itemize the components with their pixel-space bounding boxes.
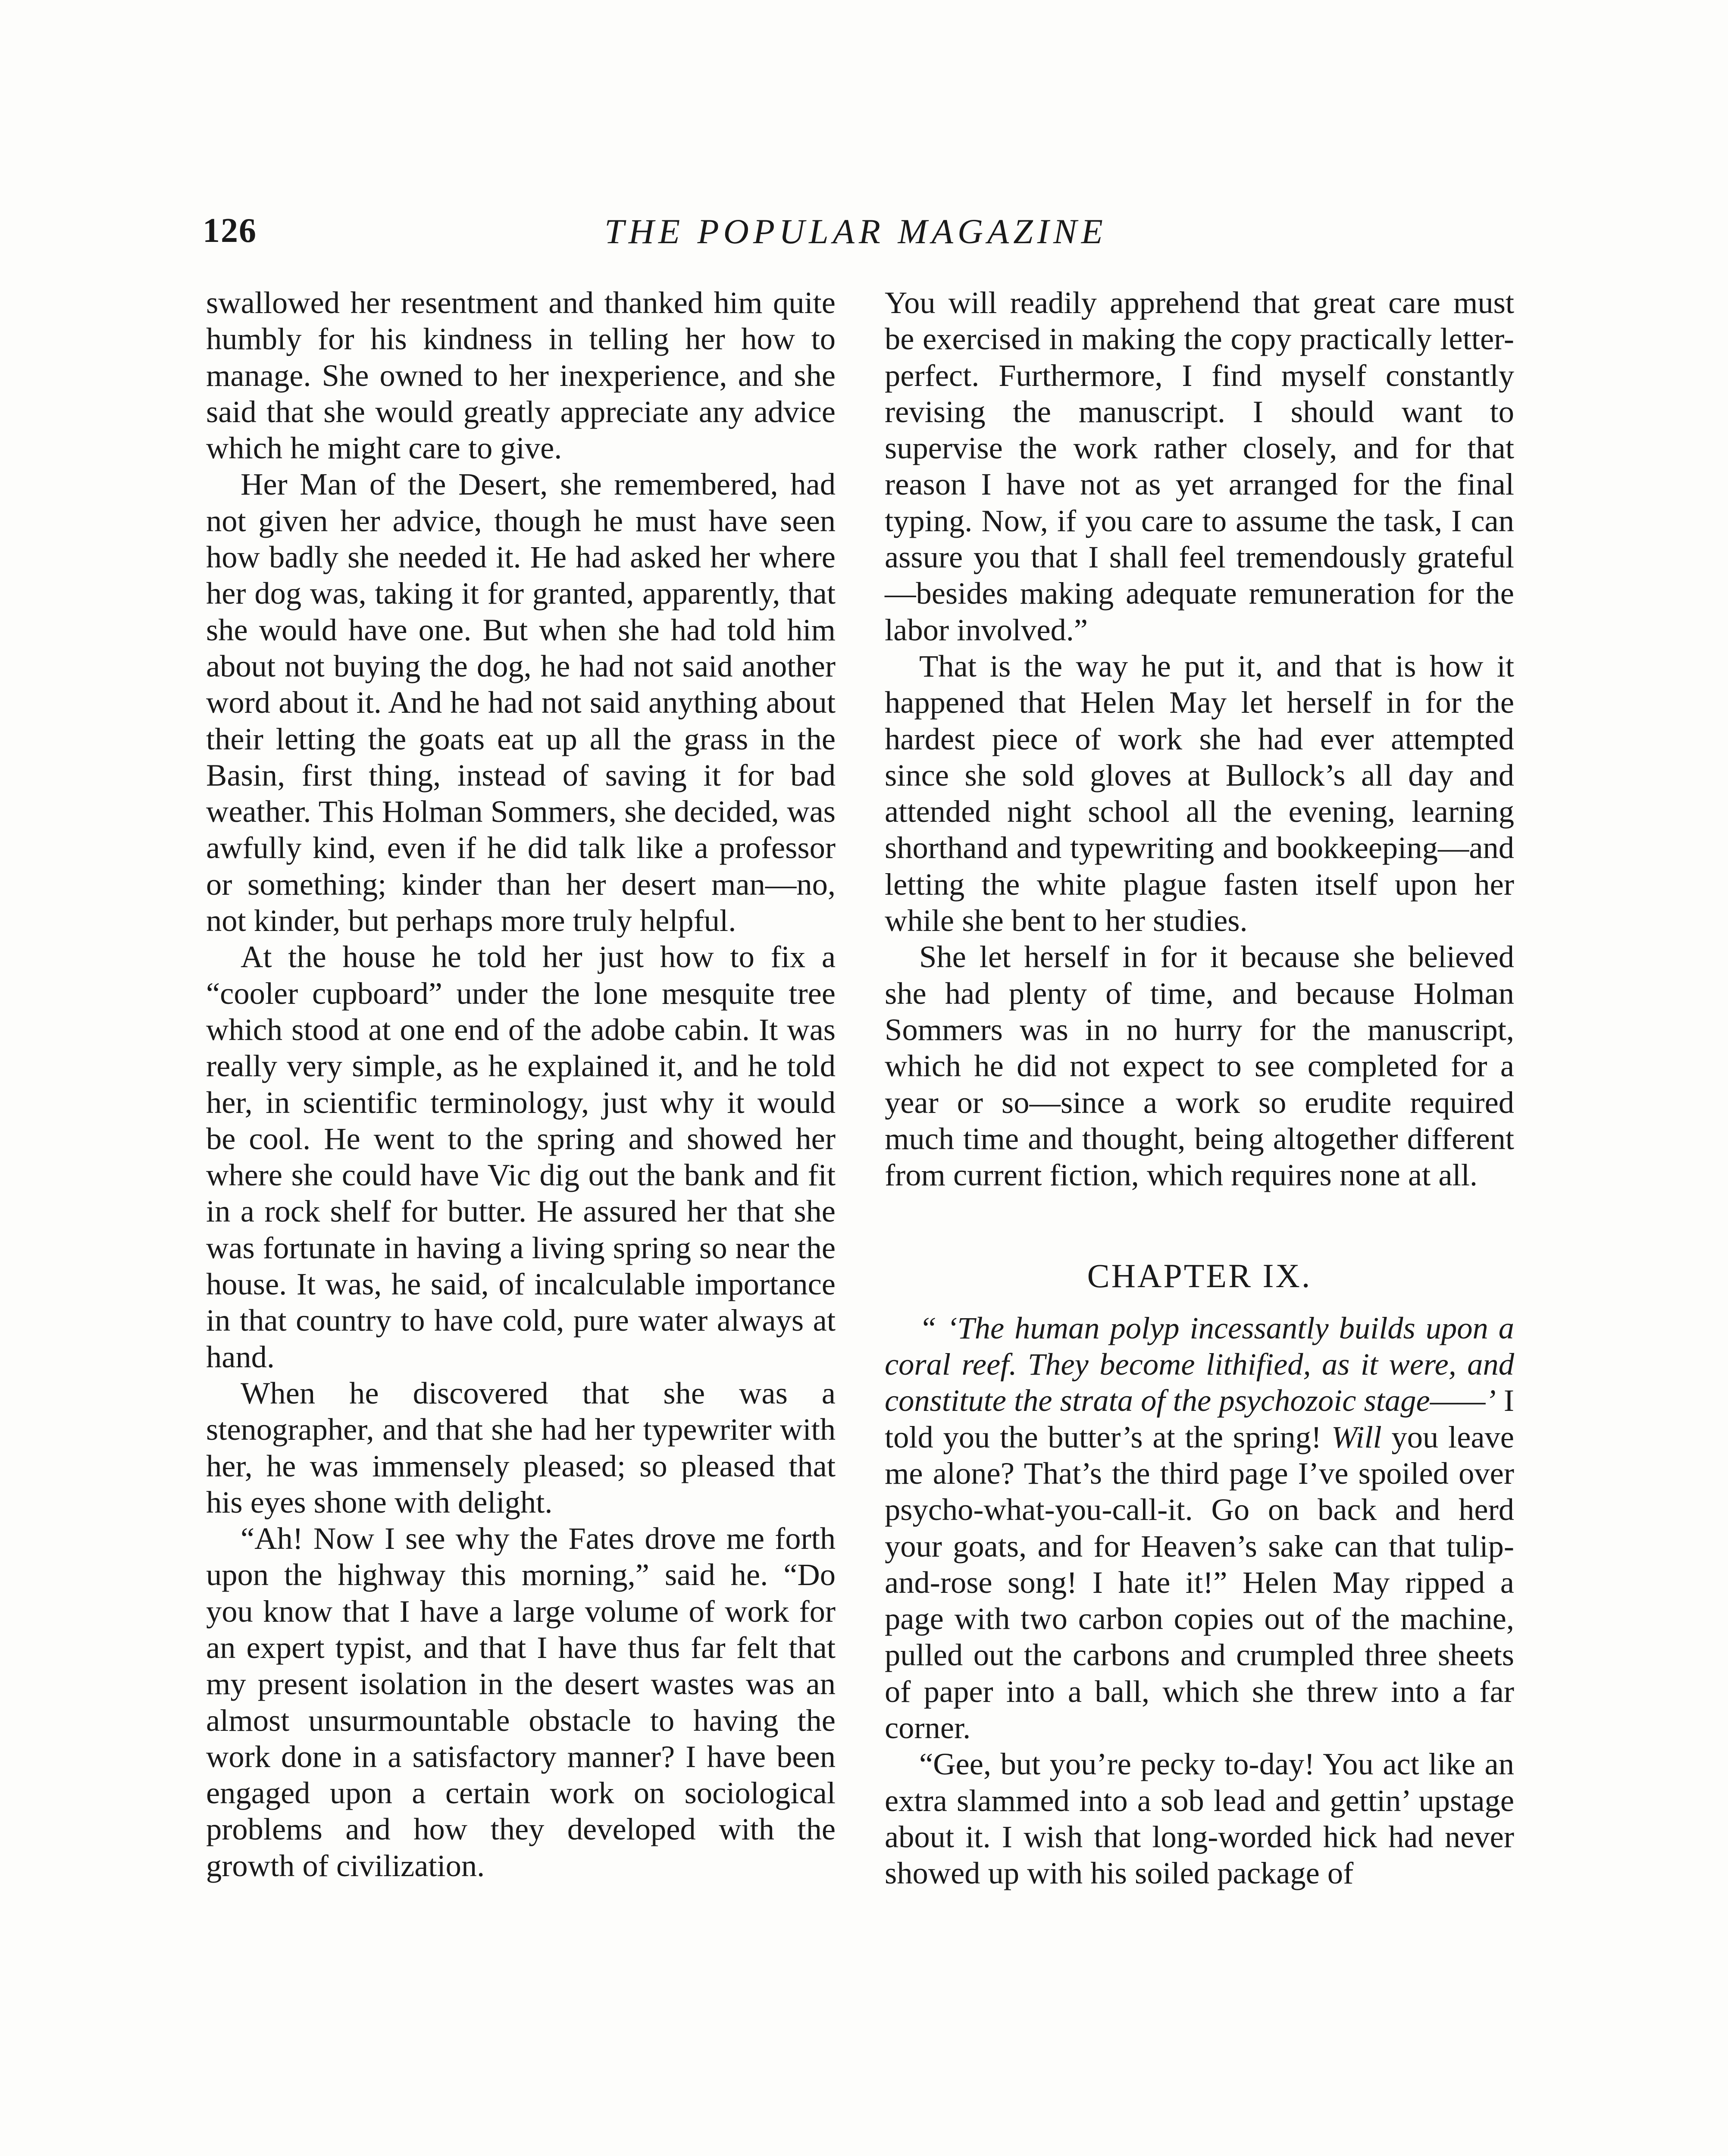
chapter-heading: CHAPTER IX. <box>1087 1257 1312 1295</box>
chapter-quote-italic: “ ‘The human polyp incessantly builds upon a coral reef. They become lithified, as it were, and constitute the strata of the psychozoic stage——’ <box>885 1310 1514 1418</box>
paragraph: You will readily apprehend that great care must be exercised in making the copy practically letter-perfect. Furthermore, I find myself constantly revising the manuscript. I should want to supervise the work rather closely, and for that reason I have not as yet arranged for the final typing. Now, if you care to assume the task, I can assure you that I shall feel tremendously grateful—besides making adequate remuneration for the labor involved.” <box>885 285 1514 647</box>
paragraph: That is the way he put it, and that is how it happened that Helen May let herself in for the hardest piece of work she had ever attempted since she sold gloves at Bullock’s all day and attended night school all the evening, learning shorthand and typewriting and bookkeeping—and letting the white plague fasten itself upon her while she bent to her studies. <box>885 648 1514 938</box>
chapter-opening-paragraph <box>885 1310 1514 1746</box>
page-number: 126 <box>203 212 257 250</box>
chapter-quote-rest: I told you the butter’s at the spring! <box>885 1383 1514 1454</box>
running-head: THE POPULAR MAGAZINE <box>604 212 1107 251</box>
paragraph: “Gee, but you’re pecky to-day! You act like an extra slammed into a sob lead and gettin’ upstage about it. I wish that long-worded hick had never showed up with his soiled package of <box>885 1746 1514 1891</box>
left-column <box>206 285 836 1884</box>
paragraph: At the house he told her just how to fix a “cooler cupboard” under the lone mesquite tree which stood at one end of the adobe cabin. It was really very simple, as he explained it, and he told her, in scientific terminology, just why it would be cool. He went to the spring and showed her where she could have Vic dig out the bank and fit in a rock shelf for butter. He assured her that she was fortunate in having a living spring so near the house. It was, he said, of incalculable importance in that country to have cold, pure water always at hand. <box>206 939 836 1374</box>
page-header <box>203 211 1509 259</box>
paragraph: swallowed her resentment and thanked him quite humbly for his kindness in telling her how to manage. She owned to her inexperience, and she said that she would greatly appreciate any advice which he might care to give. <box>206 285 836 466</box>
paragraph: “Ah! Now I see why the Fates drove me forth upon the highway this morning,” said he. “Do you know that I have a large volume of work for an expert typist, and that I have thus far felt that my present isolation in the desert wastes was an almost unsurmountable obstacle to having the work done in a satisfactory manner? I have been engaged upon a certain work on sociological problems and how they developed with the growth of civilization. <box>206 1521 836 1883</box>
paragraph: Her Man of the Desert, she remembered, had not given her advice, though he must have seen how badly she needed it. He had asked her where her dog was, taking it for granted, apparently, that she would have one. But when she had told him about not buying the dog, he had not said another word about it. And he had not said anything about their letting the goats eat up all the grass in the Basin, first thing, instead of saving it for bad weather. This Holman Sommers, she decided, was awfully kind, even if he did talk like a professor or something; kinder than her desert man—no, not kinder, but perhaps more truly helpful. <box>206 467 836 938</box>
paragraph: She let herself in for it because she believed she had plenty of time, and because Holman Sommers was in no hurry for the manuscript, which he did not expect to see completed for a year or so—since a work so erudite required much time and thought, being altogether different from current fiction, which requires none at all. <box>885 939 1514 1193</box>
chapter-quote-will: Will <box>1331 1419 1382 1454</box>
chapter-quote-tail: you leave me alone? That’s the third page I’ve spoiled over psycho-what-you-call-it. Go on back and herd your goats, and for Heaven’s sake can that tulip-and-rose song! I hate it!” Helen May ripped a page with two carbon copies out of the machine, pulled out the carbons and crumpled three sheets of paper into a ball, which she threw into a far corner. <box>885 1419 1514 1745</box>
right-column <box>885 285 1514 1891</box>
paragraph: When he discovered that she was a stenographer, and that she had her typewriter with her, he was immensely pleased; so pleased that his eyes shone with delight. <box>206 1375 836 1520</box>
